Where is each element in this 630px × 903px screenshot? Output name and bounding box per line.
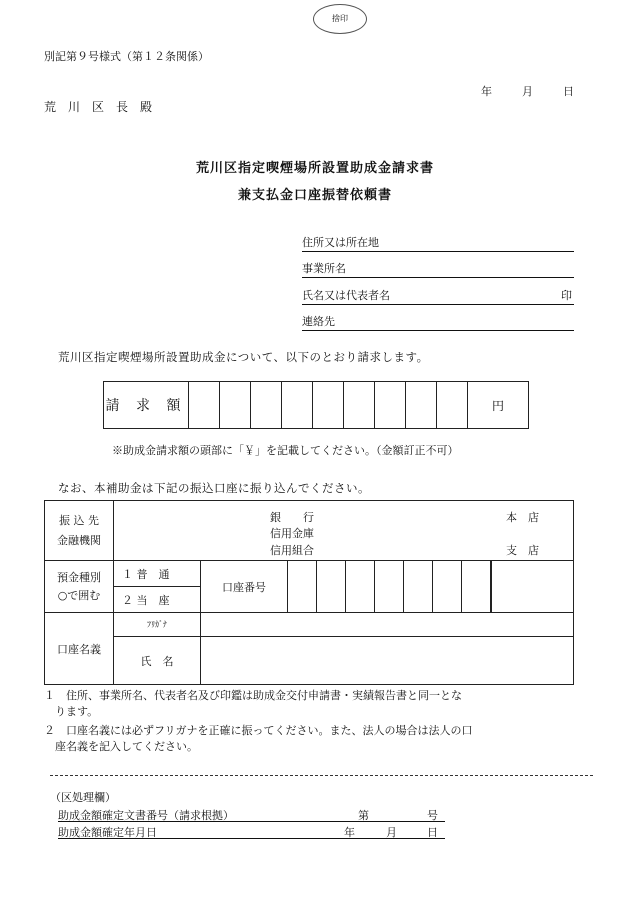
amount-digit-box[interactable] — [251, 382, 282, 429]
note-2-line1: ２ 口座名義には必ずフリガナを正確に振ってください。また、法人の場合は法人の口 — [44, 724, 473, 737]
decision-date-day: 日 — [427, 826, 438, 839]
date-year-label: 年 — [481, 85, 492, 98]
document-title-line1: 荒川区指定喫煙場所設置助成金請求書 — [195, 161, 434, 176]
address-field[interactable] — [302, 234, 574, 252]
account-holder-label: 口座名義 — [45, 613, 114, 685]
bank-type-bank: 銀 行 — [270, 511, 314, 524]
account-digit-box[interactable] — [288, 561, 317, 613]
office-name-field[interactable] — [302, 260, 574, 278]
decision-date-row — [58, 824, 445, 839]
doc-number-go: 号 — [427, 809, 438, 822]
office-name-label: 事業所名 — [302, 262, 346, 275]
bank-type-shinkin: 信用金庫 — [270, 527, 314, 540]
amount-table — [103, 381, 529, 429]
amount-digit-box[interactable] — [282, 382, 313, 429]
note-1-line2: ります。 — [44, 705, 99, 718]
account-digit-box[interactable] — [404, 561, 433, 613]
account-digit-box[interactable] — [433, 561, 462, 613]
bank-account-table — [44, 500, 574, 685]
account-digit-box[interactable] — [317, 561, 346, 613]
deposit-option-current[interactable]: ２ 当 座 — [114, 587, 201, 613]
amount-note: ※助成金請求額の頭部に「￥」を記載してください。（金額訂正不可） — [112, 444, 459, 457]
contact-field[interactable] — [302, 313, 574, 331]
amount-digit-box[interactable] — [344, 382, 375, 429]
amount-digit-box[interactable] — [437, 382, 468, 429]
holder-name-input[interactable] — [201, 637, 574, 685]
decision-date-month: 月 — [386, 826, 397, 839]
bank-type-kumiai: 信用組合 — [270, 544, 314, 557]
furigana-label: ﾌﾘｶﾞﾅ — [114, 613, 201, 637]
abandon-seal-stamp: 捨印 — [313, 4, 367, 34]
note-1-line1: １ 住所、事業所名、代表者名及び印鑑は助成金交付申請書・実績報告書と同一とな — [44, 689, 462, 702]
institution-label-line2: 金融機関 — [57, 533, 101, 547]
account-number-label: 口座番号 — [201, 561, 288, 613]
institution-label-line1: 振 込 先 — [59, 513, 99, 527]
deposit-type-label-line1: 預金種別 — [57, 570, 101, 584]
amount-digit-box[interactable] — [189, 382, 220, 429]
office-use-heading: （区処理欄） — [50, 791, 116, 804]
addressee: 荒 川 区 長 殿 — [44, 100, 153, 114]
institution-label — [45, 501, 114, 561]
holder-name-label: 氏 名 — [114, 637, 201, 685]
deposit-type-label — [45, 561, 114, 613]
decision-doc-number-row — [58, 807, 445, 822]
branch-label: 支 店 — [506, 544, 539, 557]
deposit-option-ordinary[interactable]: １ 普 通 — [114, 561, 201, 587]
date-day-label: 日 — [563, 85, 574, 98]
document-title-line2: 兼支払金口座振替依頼書 — [237, 188, 392, 203]
representative-name-label: 氏名又は代表者名 — [302, 289, 390, 302]
decision-date-label: 助成金額確定年月日 — [58, 826, 157, 839]
furigana-input[interactable] — [201, 613, 574, 637]
institution-input[interactable] — [114, 501, 574, 561]
request-statement: 荒川区指定喫煙場所設置助成金について、以下のとおり請求します。 — [58, 350, 429, 364]
decision-date-year: 年 — [344, 826, 355, 839]
head-office-label: 本 店 — [506, 511, 539, 524]
form-reference: 別記第９号様式（第１２条関係） — [44, 50, 209, 63]
note-2-line2: 座名義を記入してください。 — [44, 740, 198, 753]
address-label: 住所又は所在地 — [302, 236, 379, 249]
account-digit-box[interactable] — [375, 561, 404, 613]
account-digit-box[interactable] — [346, 561, 375, 613]
contact-label: 連絡先 — [302, 315, 335, 328]
amount-digit-box[interactable] — [220, 382, 251, 429]
seal-mark: 印 — [561, 289, 572, 302]
doc-number-dai: 第 — [358, 809, 369, 822]
amount-digit-box[interactable] — [313, 382, 344, 429]
transfer-statement: なお、本補助金は下記の振込口座に振り込んでください。 — [58, 481, 370, 495]
cut-line-divider — [50, 775, 593, 776]
account-trailing-cell — [492, 561, 574, 613]
date-month-label: 月 — [522, 85, 533, 98]
amount-label: 請 求 額 — [104, 382, 189, 429]
yen-unit: 円 — [468, 382, 529, 429]
representative-name-field[interactable] — [302, 287, 574, 305]
account-digit-box[interactable] — [462, 561, 491, 613]
deposit-type-label-line2: ○で囲む — [57, 588, 101, 602]
decision-doc-number-label: 助成金額確定文書番号（請求根拠） — [58, 809, 234, 822]
amount-digit-box[interactable] — [375, 382, 406, 429]
amount-digit-box[interactable] — [406, 382, 437, 429]
